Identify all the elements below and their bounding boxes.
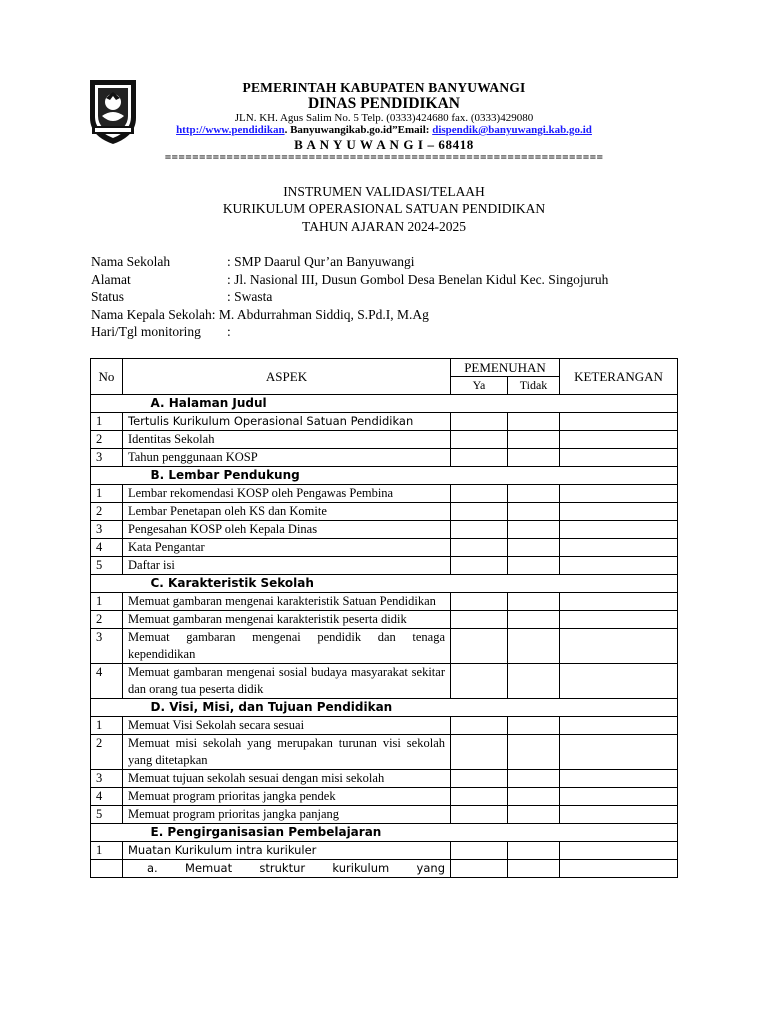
note-cell[interactable] (560, 557, 678, 575)
note-cell[interactable] (560, 770, 678, 788)
note-cell[interactable] (560, 503, 678, 521)
table-row (91, 413, 678, 431)
identity-label: Nama Kepala Sekolah (91, 306, 212, 322)
row-no (91, 860, 123, 878)
row-no: 1 (91, 413, 123, 431)
section-row-c (91, 575, 678, 593)
row-no: 1 (91, 593, 123, 611)
check-yes-cell[interactable] (451, 539, 508, 557)
section-no-cell (91, 467, 123, 485)
letterhead-office: DINAS PENDIDIKAN (307, 95, 460, 112)
header-no: No (91, 359, 123, 395)
contact-text: . Banyuwangikab.go.id”Email: (284, 124, 433, 136)
identity-value: : (227, 324, 231, 339)
row-aspect: Memuat gambaran mengenai pendidik dan tenaga kependidikan (123, 629, 451, 664)
letterhead-government: PEMERINTAH KABUPATEN BANYUWANGI (242, 80, 526, 95)
header-yes: Ya (451, 377, 508, 395)
table-row (91, 485, 678, 503)
identity-value: : SMP Daarul Qur’an Banyuwangi (227, 254, 415, 269)
table-row (91, 735, 678, 770)
website-link[interactable]: http://www.pendidikan (176, 124, 285, 136)
row-aspect: Memuat Visi Sekolah secara sesuai (123, 717, 451, 735)
email-link[interactable]: dispendik@banyuwangi.kab.go.id (432, 124, 592, 136)
row-aspect: a. Memuat struktur kurikulum yang (123, 860, 451, 878)
identity-label: Hari/Tgl monitoring (91, 324, 201, 339)
identity-value: : M. Abdurrahman Siddiq, S.Pd.I, M.Ag (211, 306, 429, 322)
document-year: TAHUN AJARAN 2024-2025 (302, 219, 466, 234)
table-header-row (91, 359, 678, 377)
check-yes-cell[interactable] (451, 735, 508, 770)
check-no-cell[interactable] (508, 503, 560, 521)
note-cell[interactable] (560, 735, 678, 770)
section-no-cell (91, 575, 123, 593)
check-yes-cell[interactable] (451, 593, 508, 611)
header-note: KETERANGAN (560, 359, 678, 395)
table-row (91, 593, 678, 611)
document-subtitle: KURIKULUM OPERASIONAL SATUAN PENDIDIKAN (222, 201, 546, 216)
row-aspect: Kata Pengantar (123, 539, 451, 557)
check-yes-cell[interactable] (451, 842, 508, 860)
table-row (91, 664, 678, 699)
note-cell[interactable] (560, 521, 678, 539)
check-no-cell[interactable] (508, 539, 560, 557)
check-no-cell[interactable] (508, 717, 560, 735)
row-aspect: Memuat gambaran mengenai sosial budaya masyarakat sekitar dan orang tua peserta didik (123, 664, 451, 699)
note-cell[interactable] (560, 611, 678, 629)
check-no-cell[interactable] (508, 611, 560, 629)
check-no-cell[interactable] (508, 664, 560, 699)
check-yes-cell[interactable] (451, 611, 508, 629)
table-row (91, 503, 678, 521)
row-no: 1 (91, 842, 123, 860)
section-title: E. Pengirganisasian Pembelajaran (123, 824, 678, 842)
school-identity (91, 253, 608, 341)
header-aspect: ASPEK (123, 359, 451, 395)
check-yes-cell[interactable] (451, 485, 508, 503)
section-row-b (91, 467, 678, 485)
row-aspect: Memuat program prioritas jangka panjang (123, 806, 451, 824)
section-no-cell (91, 699, 123, 717)
check-yes-cell[interactable] (451, 806, 508, 824)
row-no: 3 (91, 770, 123, 788)
document-title: INSTRUMEN VALIDASI/TELAAH (283, 184, 485, 199)
check-yes-cell[interactable] (451, 431, 508, 449)
row-aspect: Lembar Penetapan oleh KS dan Komite (123, 503, 451, 521)
row-aspect: Tertulis Kurikulum Operasional Satuan Pendidikan (123, 413, 451, 431)
row-aspect: Memuat program prioritas jangka pendek (123, 788, 451, 806)
note-cell[interactable] (560, 788, 678, 806)
identity-row-school (91, 253, 608, 271)
note-cell[interactable] (560, 629, 678, 664)
letterhead-contact (100, 124, 668, 136)
row-no: 4 (91, 788, 123, 806)
identity-label: Alamat (91, 271, 131, 287)
row-aspect: Muatan Kurikulum intra kurikuler (123, 842, 451, 860)
row-aspect: Memuat tujuan sekolah sesuai dengan misi sekolah (123, 770, 451, 788)
table-row (91, 431, 678, 449)
check-no-cell[interactable] (508, 557, 560, 575)
note-cell[interactable] (560, 664, 678, 699)
row-no: 3 (91, 521, 123, 539)
identity-label: Status (91, 289, 125, 304)
check-no-cell[interactable] (508, 413, 560, 431)
row-aspect: Lembar rekomendasi KOSP oleh Pengawas Pembina (123, 485, 451, 503)
row-no: 3 (91, 629, 123, 664)
check-no-cell[interactable] (508, 593, 560, 611)
section-title: B. Lembar Pendukung (123, 467, 678, 485)
identity-row-status (91, 288, 608, 306)
row-no: 1 (91, 717, 123, 735)
table-row (91, 842, 678, 860)
check-yes-cell[interactable] (451, 503, 508, 521)
row-no: 1 (91, 485, 123, 503)
table-row (91, 629, 678, 664)
table-row (91, 806, 678, 824)
identity-row-headmaster (91, 306, 608, 324)
row-no: 3 (91, 449, 123, 467)
check-no-cell[interactable] (508, 735, 560, 770)
table-row (91, 788, 678, 806)
table-row (91, 521, 678, 539)
check-no-cell[interactable] (508, 788, 560, 806)
note-cell[interactable] (560, 860, 678, 878)
note-cell[interactable] (560, 806, 678, 824)
check-yes-cell[interactable] (451, 557, 508, 575)
note-cell[interactable] (560, 842, 678, 860)
table-row (91, 717, 678, 735)
check-yes-cell[interactable] (451, 664, 508, 699)
row-aspect: Identitas Sekolah (123, 431, 451, 449)
identity-value: : Swasta (227, 289, 273, 304)
row-aspect: Daftar isi (123, 557, 451, 575)
check-yes-cell[interactable] (451, 717, 508, 735)
section-title: D. Visi, Misi, dan Tujuan Pendidikan (123, 699, 678, 717)
check-no-cell[interactable] (508, 842, 560, 860)
section-row-e (91, 824, 678, 842)
row-no: 2 (91, 503, 123, 521)
check-no-cell[interactable] (508, 629, 560, 664)
identity-value: : Jl. Nasional III, Dusun Gombol Desa Benelan Kidul Kec. Singojuruh (227, 271, 609, 287)
header-not: Tidak (508, 377, 560, 395)
identity-label: Nama Sekolah (91, 254, 171, 269)
row-no: 4 (91, 539, 123, 557)
validation-table (90, 358, 678, 878)
row-no: 2 (91, 431, 123, 449)
check-no-cell[interactable] (508, 860, 560, 878)
check-no-cell[interactable] (508, 431, 560, 449)
row-no: 2 (91, 611, 123, 629)
row-aspect: Memuat gambaran mengenai karakteristik peserta didik (123, 611, 451, 629)
row-no: 5 (91, 806, 123, 824)
note-cell[interactable] (560, 717, 678, 735)
row-no: 4 (91, 664, 123, 699)
note-cell[interactable] (560, 485, 678, 503)
identity-row-date (91, 323, 608, 341)
note-cell[interactable] (560, 449, 678, 467)
row-no: 2 (91, 735, 123, 770)
note-cell[interactable] (560, 593, 678, 611)
letterhead-rule: ================================================================ (164, 152, 604, 164)
check-yes-cell[interactable] (451, 860, 508, 878)
table-row (91, 611, 678, 629)
check-no-cell[interactable] (508, 485, 560, 503)
section-no-cell (91, 395, 123, 413)
check-yes-cell[interactable] (451, 629, 508, 664)
section-no-cell (91, 824, 123, 842)
check-no-cell[interactable] (508, 806, 560, 824)
note-cell[interactable] (560, 413, 678, 431)
check-yes-cell[interactable] (451, 521, 508, 539)
row-aspect: Memuat gambaran mengenai karakteristik Satuan Pendidikan (123, 593, 451, 611)
check-yes-cell[interactable] (451, 788, 508, 806)
letterhead-city: B A N Y U W A N G I – 68418 (294, 137, 474, 152)
check-no-cell[interactable] (508, 770, 560, 788)
section-title: C. Karakteristik Sekolah (123, 575, 678, 593)
table-row (91, 539, 678, 557)
row-aspect: Pengesahan KOSP oleh Kepala Dinas (123, 521, 451, 539)
header-fulfillment: PEMENUHAN (451, 359, 560, 377)
check-no-cell[interactable] (508, 521, 560, 539)
row-aspect: Tahun penggunaan KOSP (123, 449, 451, 467)
check-yes-cell[interactable] (451, 449, 508, 467)
section-row-d (91, 699, 678, 717)
table-row (91, 770, 678, 788)
row-aspect: Memuat misi sekolah yang merupakan turunan visi sekolah yang ditetapkan (123, 735, 451, 770)
section-title: A. Halaman Judul (123, 395, 678, 413)
table-row (91, 860, 678, 878)
note-cell[interactable] (560, 431, 678, 449)
check-yes-cell[interactable] (451, 770, 508, 788)
check-no-cell[interactable] (508, 449, 560, 467)
identity-row-address (91, 271, 608, 289)
table-row (91, 557, 678, 575)
row-no: 5 (91, 557, 123, 575)
letterhead-address: JLN. KH. Agus Salim No. 5 Telp. (0333)424680 fax. (0333)429080 (234, 112, 534, 124)
table-row (91, 449, 678, 467)
section-row-a (91, 395, 678, 413)
note-cell[interactable] (560, 539, 678, 557)
check-yes-cell[interactable] (451, 413, 508, 431)
